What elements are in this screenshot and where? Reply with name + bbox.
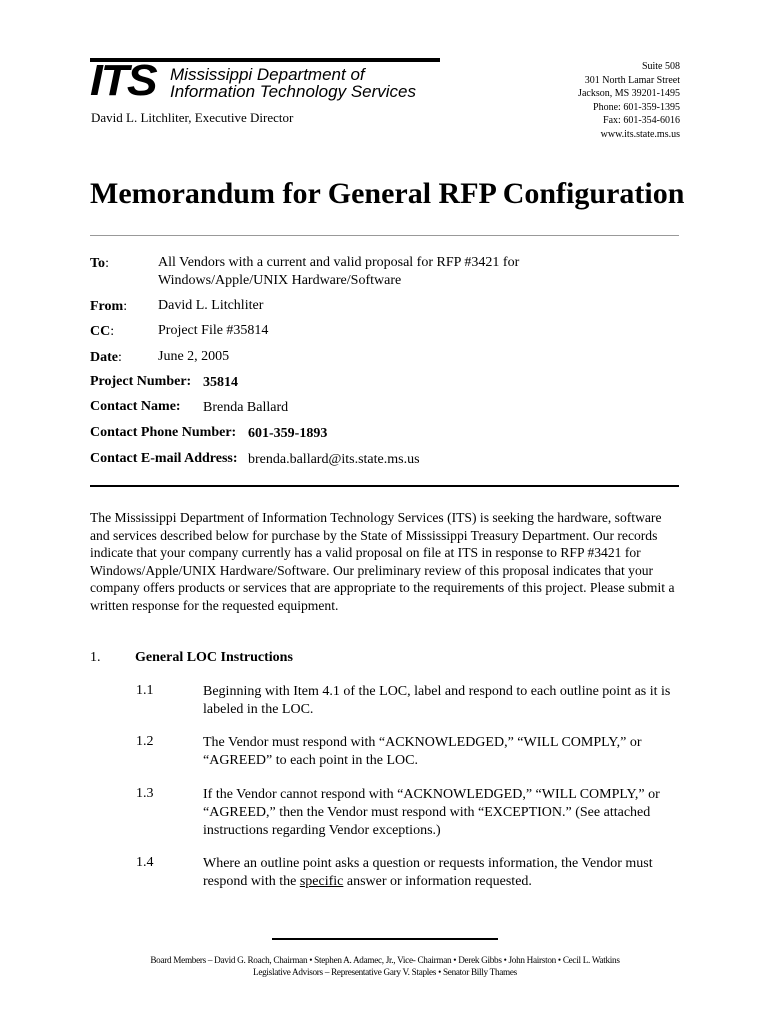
executive-director: David L. Litchliter, Executive Director bbox=[91, 110, 294, 125]
title-divider bbox=[90, 235, 679, 236]
address-fax: Fax: 601-354-6016 bbox=[603, 115, 680, 127]
contact-name-label: Contact Name: bbox=[90, 399, 181, 414]
item-number: 1.1 bbox=[136, 683, 154, 698]
address-suite: Suite 508 bbox=[641, 61, 680, 72]
from-label: From bbox=[90, 299, 124, 314]
footer-advisors-line: Legislative Advisors – Representative Gary V. Staples • Senator Billy Thames bbox=[253, 967, 517, 977]
item-text: If the Vendor cannot respond with “ACKNOWLEDGED,” “WILL COMPLY,” or “AGREED,” then the Vendor must respond with “EXCEPTION.” (See attached instructions regarding Vendor exceptions.) bbox=[203, 787, 660, 838]
footer-board-members bbox=[90, 954, 680, 978]
footer-board-line: Board Members – David G. Roach, Chairman • Stephen A. Adamec, Jr., Vice- Chairman • Derek Gibbs • John Hairston • Cecil L. Watkins bbox=[150, 955, 620, 965]
contact-phone-label: Contact Phone Number: bbox=[90, 425, 237, 440]
to-value-line2: Windows/Apple/UNIX Hardware/Software bbox=[158, 273, 402, 288]
item-text: The Vendor must respond with “ACKNOWLEDGED,” “WILL COMPLY,” or “AGREED” to each point in the LOC. bbox=[203, 735, 642, 768]
item-number: 1.4 bbox=[136, 855, 154, 870]
logo-org-line2: Information Technology Services bbox=[170, 82, 417, 101]
footer-divider bbox=[272, 938, 498, 940]
address-street: 301 North Lamar Street bbox=[584, 74, 680, 86]
section-number: 1. bbox=[90, 650, 101, 665]
item-text-part: Where an outline point asks a question or requests information, the Vendor must respond with the bbox=[203, 856, 653, 889]
item-text bbox=[203, 855, 679, 891]
project-number-label: Project Number: bbox=[90, 374, 192, 389]
item-text-part: answer or information requested. bbox=[343, 874, 532, 889]
to-value-line1: All Vendors with a current and valid proposal for RFP #3421 for bbox=[158, 255, 520, 270]
to-value bbox=[158, 254, 519, 290]
header-divider bbox=[90, 485, 679, 487]
section-title: General LOC Instructions bbox=[135, 650, 293, 665]
item-number: 1.2 bbox=[136, 734, 154, 749]
cc-field: CC: bbox=[90, 324, 115, 339]
cc-label: CC bbox=[90, 324, 111, 339]
from-field: From: bbox=[90, 299, 128, 314]
contact-email-value: brenda.ballard@its.state.ms.us bbox=[248, 452, 420, 467]
to-field: To: bbox=[90, 256, 109, 271]
logo-mark: ITS bbox=[90, 56, 156, 105]
memo-title: Memorandum for General RFP Configuration bbox=[90, 177, 685, 210]
item-number: 1.3 bbox=[136, 786, 154, 801]
contact-email-label: Contact E-mail Address: bbox=[90, 451, 238, 466]
date-value: June 2, 2005 bbox=[158, 349, 230, 364]
from-value: David L. Litchliter bbox=[158, 298, 264, 313]
address-phone: Phone: 601-359-1395 bbox=[593, 101, 680, 113]
address-city: Jackson, MS 39201-1495 bbox=[578, 88, 680, 100]
address-block bbox=[578, 60, 680, 142]
its-logo bbox=[90, 56, 440, 105]
item-text-emphasis: specific bbox=[299, 874, 344, 889]
logo-org-line1: Mississippi Department of bbox=[170, 65, 365, 84]
intro-paragraph: The Mississippi Department of Information Technology Services (ITS) is seeking the hardware, software and services described below for purchase by the State of Mississippi Treasury Department. Our records indicate that your company currently has a valid proposal on file at ITS in response to RFP #3421 for Windows/Apple/UNIX Hardware/Software. Our preliminary review of this proposal indicates that your company offers products or services that are appropriate to the requirements of this project. Please submit a written response for the requested equipment. bbox=[90, 510, 675, 613]
contact-phone-value: 601-359-1893 bbox=[248, 426, 328, 441]
address-website: www.its.state.ms.us bbox=[600, 128, 680, 140]
project-number-value: 35814 bbox=[203, 375, 238, 390]
cc-value: Project File #35814 bbox=[158, 323, 269, 338]
logo-org-name bbox=[170, 66, 416, 100]
to-label: To bbox=[90, 256, 106, 271]
item-text: Beginning with Item 4.1 of the LOC, label and respond to each outline point as it is labeled in the LOC. bbox=[203, 684, 671, 717]
contact-name-value: Brenda Ballard bbox=[203, 400, 289, 415]
date-field: Date: bbox=[90, 350, 122, 365]
date-label: Date bbox=[90, 350, 118, 365]
